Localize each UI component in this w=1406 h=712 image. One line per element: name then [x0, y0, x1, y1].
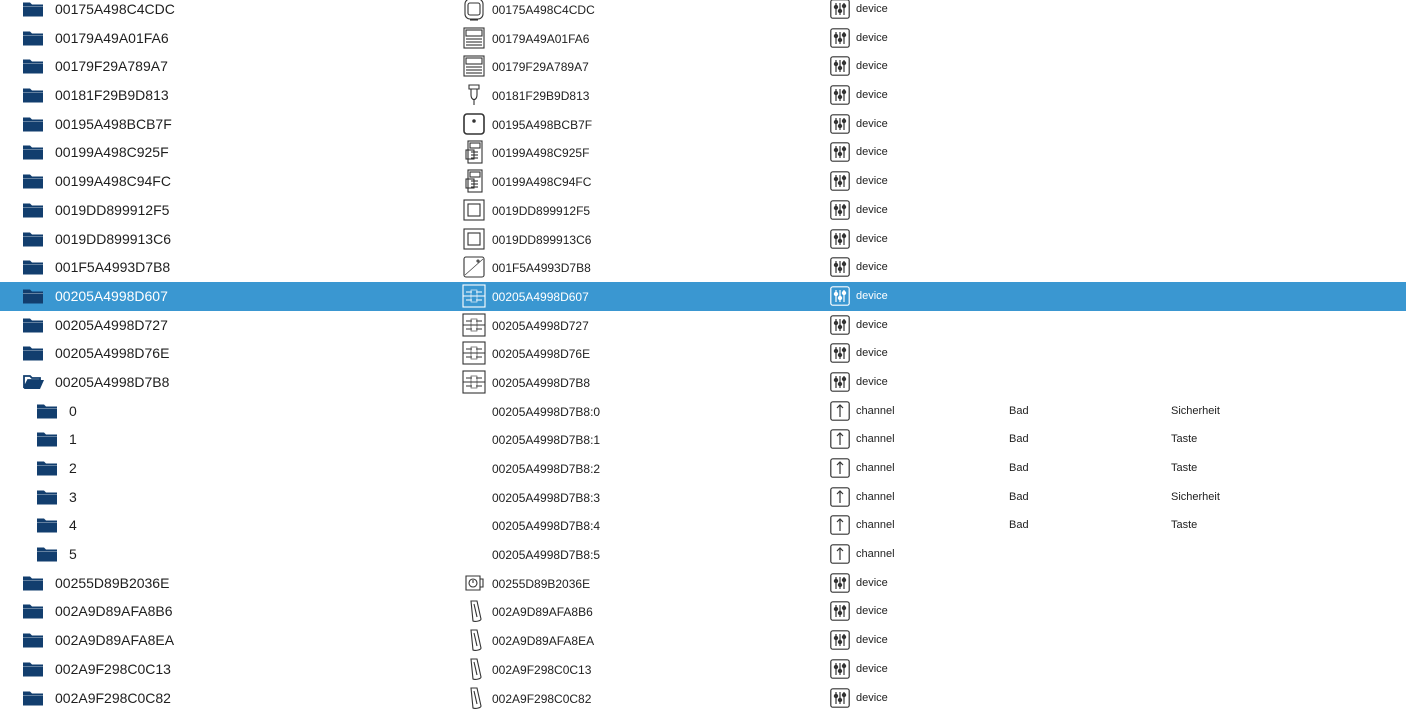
- folder-icon[interactable]: [23, 661, 43, 677]
- frame-device-icon: [462, 227, 486, 251]
- node-address: 00175A498C4CDC: [492, 3, 595, 17]
- folder-icon[interactable]: [23, 345, 43, 361]
- node-type: device: [856, 146, 888, 158]
- node-type: device: [856, 261, 888, 273]
- tree-device-row[interactable]: [0, 138, 1406, 167]
- tree-channel-row[interactable]: [0, 397, 1406, 426]
- folder-open-icon[interactable]: [23, 374, 43, 390]
- switch-device-icon: [462, 370, 486, 394]
- tree-device-row[interactable]: [0, 196, 1406, 225]
- folder-icon[interactable]: [23, 288, 43, 304]
- node-type: device: [856, 32, 888, 44]
- node-room: Bad: [1009, 405, 1029, 417]
- folder-icon[interactable]: [23, 144, 43, 160]
- node-function: Sicherheit: [1171, 491, 1220, 503]
- node-type: device: [856, 692, 888, 704]
- device-type-icon: [830, 372, 850, 392]
- node-type: channel: [856, 548, 895, 560]
- tree-device-row[interactable]: [0, 253, 1406, 282]
- node-address: 00255D89B2036E: [492, 577, 590, 591]
- node-name: 00199A498C94FC: [55, 173, 171, 189]
- display-device-icon: [462, 26, 486, 50]
- stick-device-icon: [462, 657, 486, 681]
- node-type: device: [856, 319, 888, 331]
- folder-icon[interactable]: [37, 431, 57, 447]
- folder-icon[interactable]: [37, 489, 57, 505]
- folder-icon[interactable]: [37, 546, 57, 562]
- node-type: channel: [856, 433, 895, 445]
- node-address: 00181F29B9D813: [492, 89, 589, 103]
- stick-device-icon: [462, 599, 486, 623]
- node-type: device: [856, 290, 888, 302]
- node-address: 00205A4998D7B8:1: [492, 433, 600, 447]
- node-name: 002A9F298C0C13: [55, 661, 171, 677]
- node-address: 0019DD899913C6: [492, 233, 591, 247]
- device-type-icon: [830, 315, 850, 335]
- node-address: 002A9D89AFA8EA: [492, 634, 594, 648]
- tree-device-row[interactable]: [0, 339, 1406, 368]
- din-device-icon: [462, 140, 486, 164]
- node-address: 002A9D89AFA8B6: [492, 605, 593, 619]
- switch-device-icon: [462, 284, 486, 308]
- folder-icon[interactable]: [23, 87, 43, 103]
- tree-channel-row[interactable]: [0, 483, 1406, 512]
- device-type-icon: [830, 630, 850, 650]
- node-name: 00205A4998D727: [55, 317, 168, 333]
- device-type-icon: [830, 114, 850, 134]
- channel-type-icon: [830, 429, 850, 449]
- node-name: 2: [69, 460, 77, 476]
- folder-icon[interactable]: [37, 517, 57, 533]
- node-name: 00181F29B9D813: [55, 87, 169, 103]
- node-name: 0: [69, 403, 77, 419]
- frame-device-icon: [462, 198, 486, 222]
- device-type-icon: [830, 659, 850, 679]
- folder-icon[interactable]: [37, 460, 57, 476]
- folder-icon[interactable]: [23, 259, 43, 275]
- folder-icon[interactable]: [23, 575, 43, 591]
- valve-device-icon: [462, 83, 486, 107]
- tree-device-row[interactable]: [0, 110, 1406, 139]
- node-room: Bad: [1009, 491, 1029, 503]
- tree-device-row[interactable]: [0, 655, 1406, 684]
- node-name: 00179F29A789A7: [55, 58, 168, 74]
- node-address: 00179F29A789A7: [492, 60, 589, 74]
- node-address: 00205A4998D7B8: [492, 376, 590, 390]
- tree-device-row[interactable]: [0, 282, 1406, 311]
- node-room: Bad: [1009, 462, 1029, 474]
- round-device-icon: [462, 0, 486, 21]
- node-type: device: [856, 347, 888, 359]
- switch-device-icon: [462, 313, 486, 337]
- node-address: 001F5A4993D7B8: [492, 261, 591, 275]
- tree-device-row[interactable]: [0, 81, 1406, 110]
- tree-channel-row[interactable]: [0, 454, 1406, 483]
- tree-device-row[interactable]: [0, 684, 1406, 712]
- node-function: Taste: [1171, 519, 1197, 531]
- folder-icon[interactable]: [23, 202, 43, 218]
- node-type: channel: [856, 405, 895, 417]
- tree-channel-row[interactable]: [0, 540, 1406, 569]
- node-address: 00199A498C925F: [492, 146, 589, 160]
- folder-icon[interactable]: [23, 58, 43, 74]
- node-address: 00205A4998D607: [492, 290, 589, 304]
- node-name: 5: [69, 546, 77, 562]
- node-function: Taste: [1171, 433, 1197, 445]
- stick-device-icon: [462, 686, 486, 710]
- node-address: 00205A4998D7B8:5: [492, 548, 600, 562]
- node-type: device: [856, 577, 888, 589]
- node-type: channel: [856, 491, 895, 503]
- node-type: device: [856, 60, 888, 72]
- channel-type-icon: [830, 487, 850, 507]
- folder-icon[interactable]: [23, 1, 43, 17]
- device-type-icon: [830, 229, 850, 249]
- node-address: 00205A4998D7B8:4: [492, 519, 600, 533]
- node-name: 3: [69, 489, 77, 505]
- node-type: channel: [856, 519, 895, 531]
- stick-device-icon: [462, 628, 486, 652]
- tree-device-row[interactable]: [0, 626, 1406, 655]
- tree-channel-row[interactable]: [0, 425, 1406, 454]
- node-name: 00195A498BCB7F: [55, 116, 172, 132]
- device-type-icon: [830, 343, 850, 363]
- folder-icon[interactable]: [23, 690, 43, 706]
- node-function: Sicherheit: [1171, 405, 1220, 417]
- node-name: 00179A49A01FA6: [55, 30, 169, 46]
- node-address: 00179A49A01FA6: [492, 32, 589, 46]
- device-type-icon: [830, 56, 850, 76]
- tree-device-row[interactable]: [0, 569, 1406, 598]
- folder-icon[interactable]: [23, 603, 43, 619]
- node-name: 001F5A4993D7B8: [55, 259, 170, 275]
- folder-icon[interactable]: [37, 403, 57, 419]
- tree-device-row[interactable]: [0, 167, 1406, 196]
- folder-icon[interactable]: [23, 30, 43, 46]
- folder-icon[interactable]: [23, 231, 43, 247]
- node-room: Bad: [1009, 433, 1029, 445]
- tree-device-row[interactable]: [0, 597, 1406, 626]
- node-address: 00205A4998D76E: [492, 347, 590, 361]
- node-type: device: [856, 605, 888, 617]
- tree-channel-row[interactable]: [0, 511, 1406, 540]
- panel-device-icon: [462, 112, 486, 136]
- device-type-icon: [830, 142, 850, 162]
- node-type: device: [856, 376, 888, 388]
- device-type-icon: [830, 688, 850, 708]
- thermostat-device-icon: [462, 571, 486, 595]
- display-device-icon: [462, 54, 486, 78]
- node-type: channel: [856, 462, 895, 474]
- node-room: Bad: [1009, 519, 1029, 531]
- node-name: 0019DD899913C6: [55, 231, 171, 247]
- node-name: 00205A4998D607: [55, 288, 168, 304]
- device-type-icon: [830, 171, 850, 191]
- node-type: device: [856, 175, 888, 187]
- device-type-icon: [830, 286, 850, 306]
- channel-type-icon: [830, 401, 850, 421]
- tree-device-row[interactable]: [0, 225, 1406, 254]
- node-type: device: [856, 233, 888, 245]
- device-type-icon: [830, 601, 850, 621]
- tree-device-row[interactable]: [0, 52, 1406, 81]
- node-name: 00175A498C4CDC: [55, 1, 175, 17]
- channel-type-icon: [830, 544, 850, 564]
- node-type: device: [856, 118, 888, 130]
- tree-device-row[interactable]: [0, 0, 1406, 24]
- folder-icon[interactable]: [23, 116, 43, 132]
- node-name: 00205A4998D76E: [55, 345, 169, 361]
- folder-icon[interactable]: [23, 632, 43, 648]
- node-address: 00205A4998D7B8:0: [492, 405, 600, 419]
- node-name: 002A9F298C0C82: [55, 690, 171, 706]
- node-type: device: [856, 204, 888, 216]
- device-type-icon: [830, 257, 850, 277]
- tree-device-row[interactable]: [0, 368, 1406, 397]
- channel-type-icon: [830, 515, 850, 535]
- node-name: 002A9D89AFA8EA: [55, 632, 174, 648]
- node-name: 4: [69, 517, 77, 533]
- node-name: 0019DD899912F5: [55, 202, 169, 218]
- folder-icon[interactable]: [23, 317, 43, 333]
- device-type-icon: [830, 85, 850, 105]
- node-address: 00205A4998D7B8:3: [492, 491, 600, 505]
- node-type: device: [856, 663, 888, 675]
- node-function: Taste: [1171, 462, 1197, 474]
- switch-device-icon: [462, 341, 486, 365]
- node-type: device: [856, 3, 888, 15]
- node-name: 00199A498C925F: [55, 144, 169, 160]
- node-name: 00255D89B2036E: [55, 575, 169, 591]
- device-type-icon: [830, 28, 850, 48]
- node-name: 00205A4998D7B8: [55, 374, 169, 390]
- din-device-icon: [462, 169, 486, 193]
- node-name: 1: [69, 431, 77, 447]
- sensor-device-icon: [462, 255, 486, 279]
- node-address: 00205A4998D7B8:2: [492, 462, 600, 476]
- tree-device-row[interactable]: [0, 311, 1406, 340]
- channel-type-icon: [830, 458, 850, 478]
- device-type-icon: [830, 200, 850, 220]
- node-address: 002A9F298C0C82: [492, 692, 591, 706]
- node-address: 00195A498BCB7F: [492, 118, 592, 132]
- device-type-icon: [830, 573, 850, 593]
- node-type: device: [856, 89, 888, 101]
- node-name: 002A9D89AFA8B6: [55, 603, 173, 619]
- node-type: device: [856, 634, 888, 646]
- node-address: 002A9F298C0C13: [492, 663, 591, 677]
- node-address: 00199A498C94FC: [492, 175, 591, 189]
- tree-device-row[interactable]: [0, 24, 1406, 53]
- device-type-icon: [830, 0, 850, 19]
- folder-icon[interactable]: [23, 173, 43, 189]
- node-address: 0019DD899912F5: [492, 204, 590, 218]
- node-address: 00205A4998D727: [492, 319, 589, 333]
